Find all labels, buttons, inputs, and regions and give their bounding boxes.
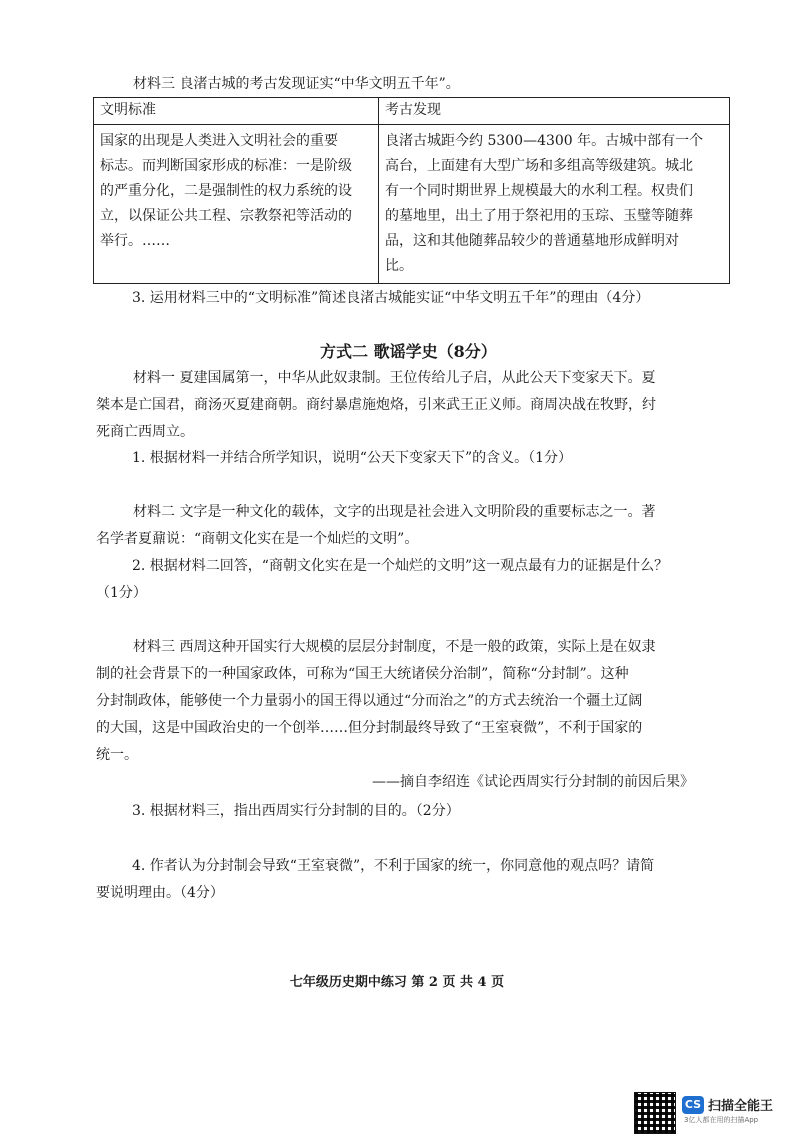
page-footer: 七年级历史期中练习 第 2 页 共 4 页 [289,975,505,990]
material3-line: 的大国，这是中国政治史的一个创举……但分封制最终导致了“王室衰微”，不利于国家的 [96,720,643,736]
question-4-cont: 要说明理由。（4分） [96,885,224,901]
question-4: 4. 作者认为分封制会导致“王室衰微”，不利于国家的统一，你同意他的观点吗？请简 [132,858,655,874]
table-header-discovery: 考古发现 [379,98,730,125]
material3-line: 制的社会背景下的一种国家政体，可称为“国王大统诸侯分治制”，简称“分封制”。这种 [96,666,629,682]
material3-line: 分封制政体，能够使一个力量弱小的国王得以通过“分而治之”的方式去统治一个疆土辽阔 [96,693,643,709]
table-cell-discovery [379,125,730,284]
section-title: 方式二 歌谣学史（8分） [320,342,497,361]
table-text-line: 良渚古城距今约 5300—4300 年。古城中部有一个 [385,133,704,149]
material2-line: 材料二 文字是一种文化的载体，文字的出现是社会进入文明阶段的重要标志之一。著 [133,504,656,520]
table-text-line: 品，这和其他随葬品较少的普通墓地形成鲜明对 [385,233,679,249]
table-text-line: 的墓地里，出土了用于祭祀用的玉琮、玉璧等随葬 [385,208,693,224]
material1-line: 材料一 夏建国属第一，中华从此奴隶制。王位传给儿子启，从此公天下变家天下。夏 [133,370,656,386]
camscanner-logo-icon: CS [682,1096,704,1114]
table-cell-standard [94,125,379,284]
camscanner-tagline: 3亿人都在用的扫描App [684,1116,759,1124]
material3-line: 统一。 [96,747,138,763]
table-text-line: 立，以保证公共工程、宗教祭祀等活动的 [100,208,352,224]
civilization-table [93,97,730,284]
qr-code-icon [634,1092,676,1134]
table-text-line: 国家的出现是人类进入文明社会的重要 [100,133,338,149]
material1-line: 死商亡西周立。 [96,424,194,440]
table-text-line: 高台，上面建有大型广场和多组高等级建筑。城北 [385,158,693,174]
question-2: 2. 根据材料二回答，“商朝文化实在是一个灿烂的文明”这一观点最有力的证据是什么？ [132,558,669,574]
camscanner-brand: 扫描全能王 [708,1099,774,1114]
table-text-line: 比。 [385,258,413,274]
material3-line: 材料三 西周这种开国实行大规模的层层分封制度，不是一般的政策，实际上是在奴隶 [133,639,656,655]
question-3-fengjian: 3. 根据材料三，指出西周实行分封制的目的。（2分） [132,803,460,819]
material2-line: 名学者夏鼐说：“商朝文化实在是一个灿烂的文明”。 [96,531,419,547]
table-text-line: 标志。而判断国家形成的标准：一是阶级 [100,158,352,174]
table-text-line: 举行。…… [100,233,170,249]
table-header-standard: 文明标准 [94,98,379,125]
material1-line: 桀本是亡国君，商汤灭夏建商朝。商纣暴虐施炮烙，引来武王正义师。商周决战在牧野，纣 [96,397,656,413]
table-text-line: 的严重分化，二是强制性的权力系统的设 [100,183,352,199]
material3-source: ——摘自李绍连《试论西周实行分封制的前因后果》 [372,774,694,790]
material3-intro: 材料三 良渚古城的考古发现证实“中华文明五千年”。 [133,76,460,92]
question-3-civilization: 3. 运用材料三中的“文明标准”简述良渚古城能实证“中华文明五千年”的理由（4分） [132,290,650,306]
question-1: 1. 根据材料一并结合所学知识，说明“公天下变家天下”的含义。（1分） [132,450,573,466]
question-2-score: （1分） [96,585,147,601]
table-text-line: 有一个同时期世界上规模最大的水利工程。权贵们 [385,183,693,199]
